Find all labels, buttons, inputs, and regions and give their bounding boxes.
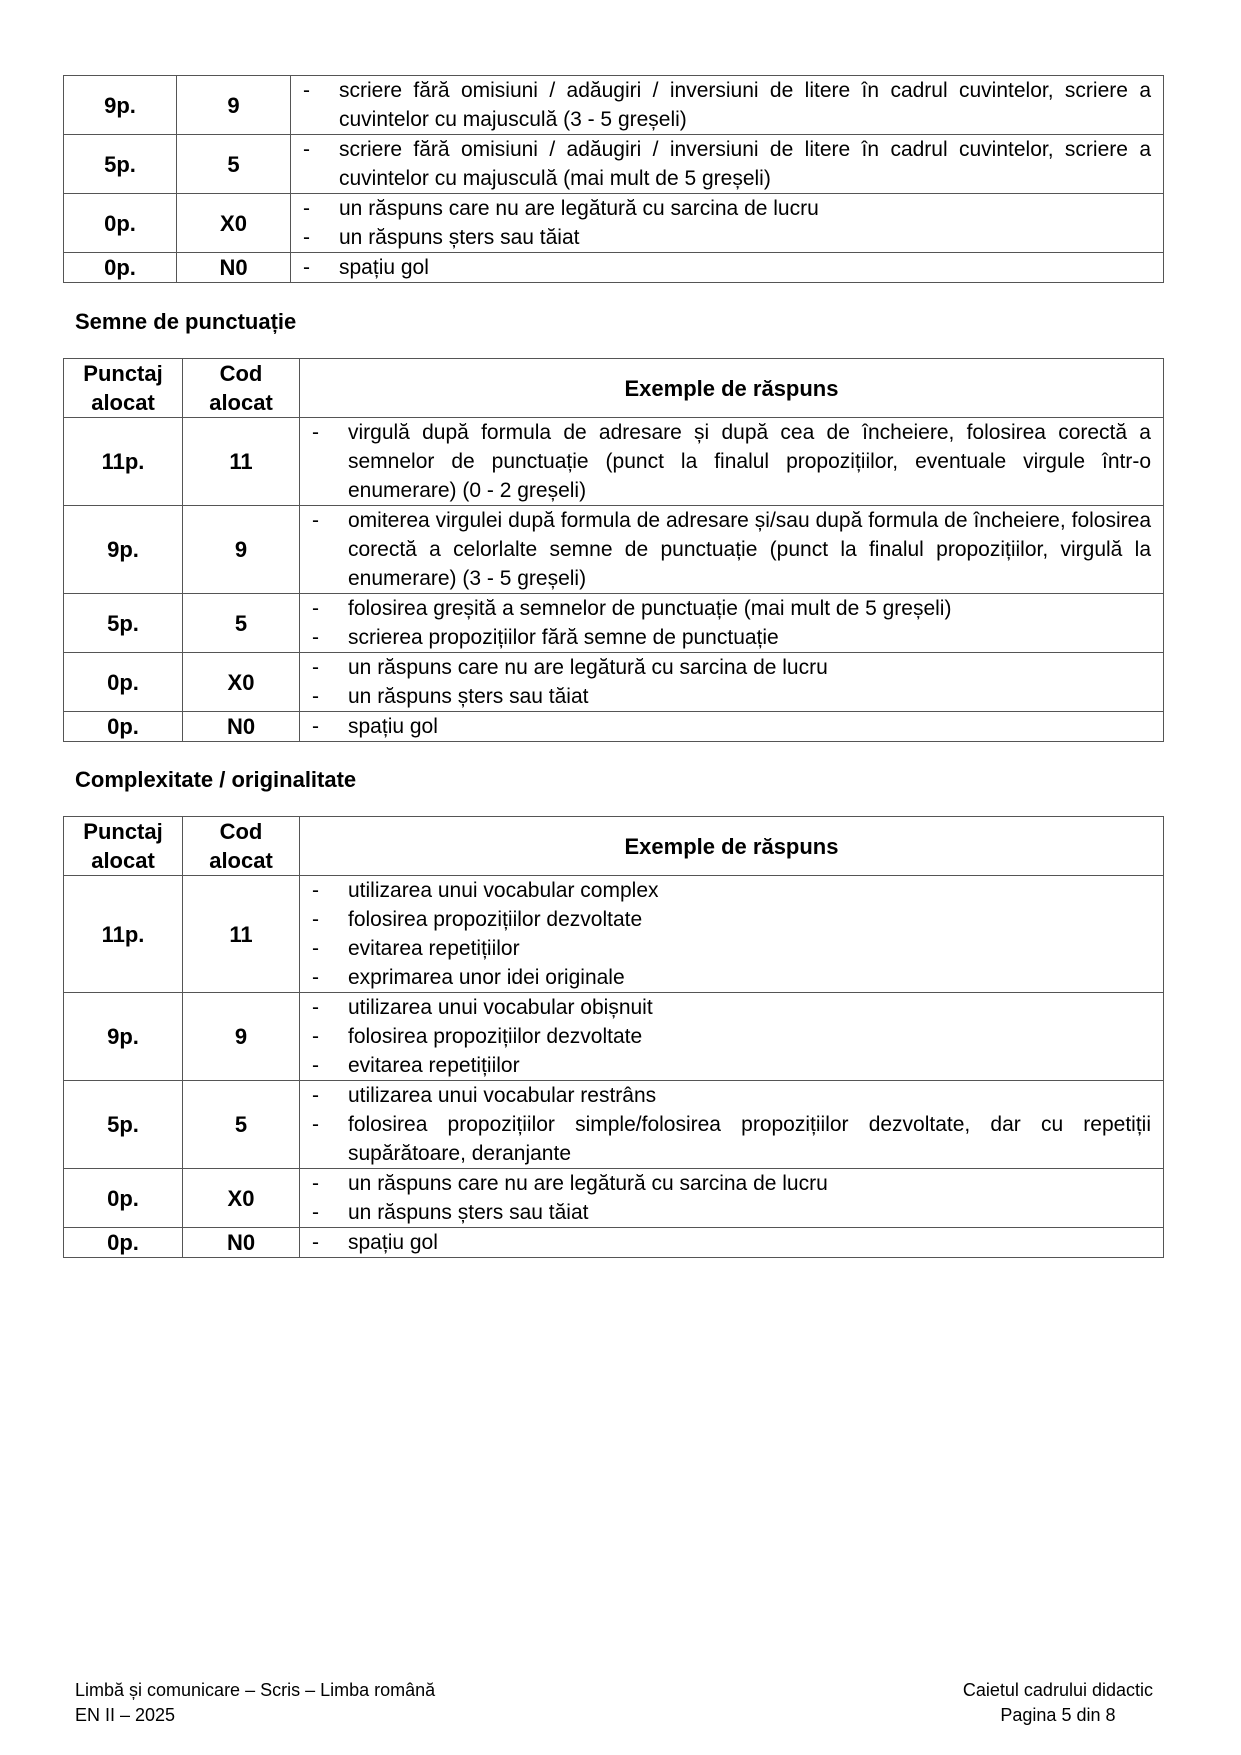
points-cell: 0p. bbox=[64, 653, 183, 712]
code-cell: 5 bbox=[177, 135, 291, 194]
examples-cell bbox=[300, 506, 1164, 594]
list-item bbox=[299, 76, 1151, 134]
list-item bbox=[299, 194, 1151, 223]
code-cell: 9 bbox=[183, 993, 300, 1081]
item-text: un răspuns șters sau tăiat bbox=[348, 685, 589, 708]
code-cell: 5 bbox=[183, 1081, 300, 1169]
bullet-dash: - bbox=[312, 879, 319, 902]
table-row bbox=[64, 993, 1164, 1081]
list-item bbox=[308, 623, 1151, 652]
table-row bbox=[64, 712, 1164, 742]
table-header-row bbox=[64, 817, 1164, 876]
bullet-dash: - bbox=[303, 79, 310, 102]
list-item bbox=[308, 712, 1151, 741]
points-cell: 0p. bbox=[64, 253, 177, 283]
footer-left bbox=[75, 1678, 435, 1728]
examples-cell bbox=[291, 194, 1164, 253]
code-cell: N0 bbox=[183, 712, 300, 742]
bullet-dash: - bbox=[303, 256, 310, 279]
bullet-dash: - bbox=[312, 626, 319, 649]
table-row bbox=[64, 253, 1164, 283]
list-item bbox=[308, 876, 1151, 905]
points-cell: 11p. bbox=[64, 876, 183, 993]
examples-cell bbox=[300, 993, 1164, 1081]
table-row bbox=[64, 135, 1164, 194]
list-item bbox=[308, 1110, 1151, 1168]
item-text: scrierea propozițiilor fără semne de punctuație bbox=[348, 626, 779, 649]
header-points: Punctaj alocat bbox=[64, 359, 183, 418]
list-item bbox=[308, 963, 1151, 992]
points-cell: 9p. bbox=[64, 993, 183, 1081]
scoring-table-spelling bbox=[63, 75, 1164, 283]
code-cell: 9 bbox=[183, 506, 300, 594]
bullet-dash: - bbox=[312, 715, 319, 738]
points-cell: 5p. bbox=[64, 1081, 183, 1169]
examples-cell bbox=[300, 1169, 1164, 1228]
item-text: un răspuns care nu are legătură cu sarcina de lucru bbox=[339, 197, 819, 220]
bullet-dash: - bbox=[312, 421, 319, 444]
bullet-dash: - bbox=[312, 966, 319, 989]
code-cell: X0 bbox=[183, 1169, 300, 1228]
item-text: un răspuns șters sau tăiat bbox=[348, 1201, 589, 1224]
examples-cell bbox=[300, 876, 1164, 993]
code-cell: 9 bbox=[177, 76, 291, 135]
code-cell: X0 bbox=[177, 194, 291, 253]
item-text: utilizarea unui vocabular restrâns bbox=[348, 1084, 657, 1107]
examples-cell bbox=[291, 253, 1164, 283]
item-text: spațiu gol bbox=[348, 1231, 438, 1254]
item-text: un răspuns șters sau tăiat bbox=[339, 226, 580, 249]
list-item bbox=[308, 1228, 1151, 1257]
bullet-dash: - bbox=[312, 1113, 319, 1136]
table-row bbox=[64, 876, 1164, 993]
list-item bbox=[308, 993, 1151, 1022]
code-cell: N0 bbox=[183, 1228, 300, 1258]
examples-cell bbox=[291, 135, 1164, 194]
examples-cell bbox=[300, 712, 1164, 742]
table-row bbox=[64, 1081, 1164, 1169]
footer-booklet: Caietul cadrului didactic bbox=[962, 1680, 1153, 1700]
item-text: utilizarea unui vocabular obișnuit bbox=[348, 996, 653, 1019]
item-text: omiterea virgulei după formula de adresare și/sau după formula de încheiere, folosirea corectă a celorlalte semne de punctuație (punct la finalul propozițiilor, virgulă la enumerare) (3 - 5 greșeli) bbox=[348, 509, 1151, 590]
item-text: virgulă după formula de adresare și după cea de încheiere, folosirea corectă a semnelor de punctuație (punct la finalul propozițiilor, eventuale virgule într-o enumerare) (0 - 2 greșeli) bbox=[348, 421, 1151, 502]
item-text: spațiu gol bbox=[348, 715, 438, 738]
bullet-dash: - bbox=[312, 1084, 319, 1107]
item-text: utilizarea unui vocabular complex bbox=[348, 879, 659, 902]
item-text: folosirea propozițiilor simple/folosirea propozițiilor dezvoltate, dar cu repetiții supărătoare, deranjante bbox=[348, 1113, 1151, 1165]
list-item bbox=[308, 1081, 1151, 1110]
item-text: exprimarea unor idei originale bbox=[348, 966, 625, 989]
table-header-row bbox=[64, 359, 1164, 418]
table-row bbox=[64, 76, 1164, 135]
footer-subject: Limbă și comunicare – Scris – Limba română bbox=[75, 1680, 436, 1700]
points-cell: 0p. bbox=[64, 1228, 183, 1258]
table-row bbox=[64, 418, 1164, 506]
points-cell: 5p. bbox=[64, 594, 183, 653]
table-row bbox=[64, 506, 1164, 594]
item-text: evitarea repetițiilor bbox=[348, 1054, 520, 1077]
item-text: folosirea propozițiilor dezvoltate bbox=[348, 908, 643, 931]
list-item bbox=[308, 653, 1151, 682]
bullet-dash: - bbox=[312, 509, 319, 532]
bullet-dash: - bbox=[303, 138, 310, 161]
bullet-dash: - bbox=[312, 1231, 319, 1254]
footer-right bbox=[963, 1678, 1153, 1728]
examples-cell bbox=[300, 1081, 1164, 1169]
item-text: folosirea propozițiilor dezvoltate bbox=[348, 1025, 643, 1048]
bullet-dash: - bbox=[312, 1201, 319, 1224]
item-text: un răspuns care nu are legătură cu sarcina de lucru bbox=[348, 1172, 828, 1195]
bullet-dash: - bbox=[312, 685, 319, 708]
table-row bbox=[64, 194, 1164, 253]
examples-cell bbox=[300, 594, 1164, 653]
footer-page-number: Pagina 5 din 8 bbox=[1000, 1705, 1116, 1725]
item-text: scriere fără omisiuni / adăugiri / inversiuni de litere în cadrul cuvintelor, scriere a cuvintelor cu majusculă (mai mult de 5 greșeli) bbox=[339, 138, 1151, 190]
examples-cell bbox=[300, 1228, 1164, 1258]
bullet-dash: - bbox=[312, 937, 319, 960]
examples-cell bbox=[300, 418, 1164, 506]
footer-exam: EN II – 2025 bbox=[75, 1705, 176, 1725]
section-title-punctuation: Semne de punctuație bbox=[75, 309, 297, 334]
points-cell: 9p. bbox=[64, 506, 183, 594]
list-item bbox=[308, 418, 1151, 505]
list-item bbox=[308, 1169, 1151, 1198]
points-cell: 0p. bbox=[64, 1169, 183, 1228]
list-item bbox=[308, 506, 1151, 593]
code-cell: N0 bbox=[177, 253, 291, 283]
bullet-dash: - bbox=[312, 908, 319, 931]
table-row bbox=[64, 594, 1164, 653]
header-code: Cod alocat bbox=[183, 817, 300, 876]
bullet-dash: - bbox=[312, 996, 319, 1019]
bullet-dash: - bbox=[303, 226, 310, 249]
points-cell: 0p. bbox=[64, 712, 183, 742]
list-item bbox=[308, 594, 1151, 623]
examples-cell bbox=[300, 653, 1164, 712]
points-cell: 5p. bbox=[64, 135, 177, 194]
code-cell: 11 bbox=[183, 876, 300, 993]
examples-cell bbox=[291, 76, 1164, 135]
bullet-dash: - bbox=[312, 1054, 319, 1077]
points-cell: 0p. bbox=[64, 194, 177, 253]
bullet-dash: - bbox=[312, 597, 319, 620]
bullet-dash: - bbox=[312, 1025, 319, 1048]
list-item bbox=[299, 253, 1151, 282]
points-cell: 9p. bbox=[64, 76, 177, 135]
bullet-dash: - bbox=[312, 1172, 319, 1195]
bullet-dash: - bbox=[303, 197, 310, 220]
list-item bbox=[308, 905, 1151, 934]
header-examples: Exemple de răspuns bbox=[300, 359, 1164, 418]
table-row bbox=[64, 653, 1164, 712]
section-title-complexity: Complexitate / originalitate bbox=[75, 767, 357, 792]
code-cell: X0 bbox=[183, 653, 300, 712]
list-item bbox=[308, 1022, 1151, 1051]
item-text: spațiu gol bbox=[339, 256, 429, 279]
item-text: evitarea repetițiilor bbox=[348, 937, 520, 960]
item-text: un răspuns care nu are legătură cu sarcina de lucru bbox=[348, 656, 828, 679]
list-item bbox=[308, 1051, 1151, 1080]
list-item bbox=[308, 934, 1151, 963]
list-item bbox=[308, 682, 1151, 711]
item-text: scriere fără omisiuni / adăugiri / inversiuni de litere în cadrul cuvintelor, scriere a cuvintelor cu majusculă (3 - 5 greșeli) bbox=[339, 79, 1151, 131]
code-cell: 5 bbox=[183, 594, 300, 653]
scoring-table-punctuation bbox=[63, 358, 1164, 742]
table-row bbox=[64, 1169, 1164, 1228]
header-code: Cod alocat bbox=[183, 359, 300, 418]
table-row bbox=[64, 1228, 1164, 1258]
list-item bbox=[308, 1198, 1151, 1227]
code-cell: 11 bbox=[183, 418, 300, 506]
item-text: folosirea greșită a semnelor de punctuație (mai mult de 5 greșeli) bbox=[348, 597, 952, 620]
bullet-dash: - bbox=[312, 656, 319, 679]
list-item bbox=[299, 135, 1151, 193]
header-examples: Exemple de răspuns bbox=[300, 817, 1164, 876]
scoring-table-complexity bbox=[63, 816, 1164, 1258]
list-item bbox=[299, 223, 1151, 252]
points-cell: 11p. bbox=[64, 418, 183, 506]
header-points: Punctaj alocat bbox=[64, 817, 183, 876]
